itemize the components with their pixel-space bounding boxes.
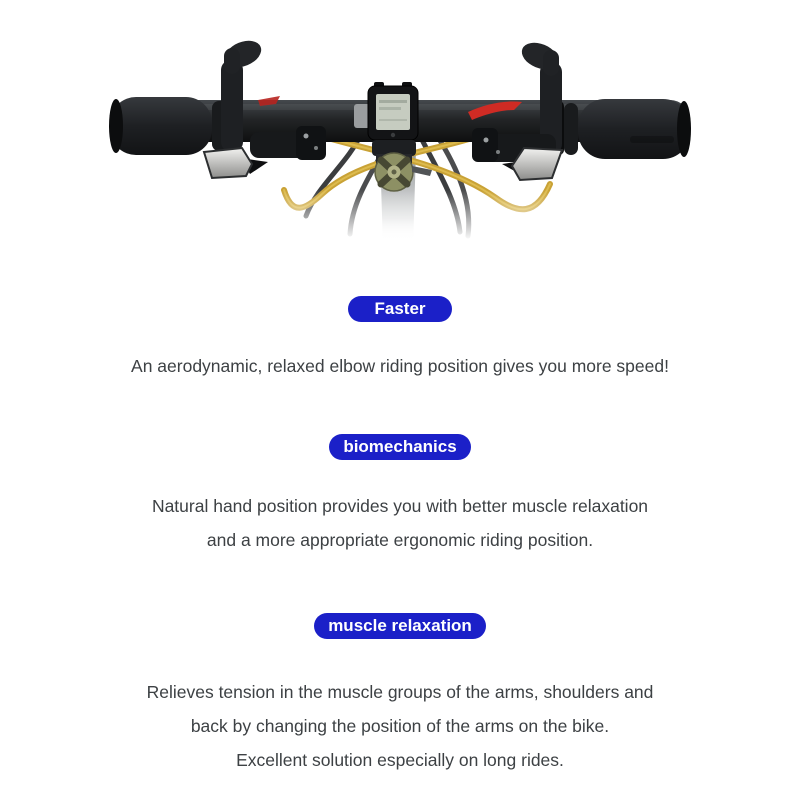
hero-image: [0, 0, 800, 250]
description-line: Relieves tension in the muscle groups of the arms, shoulders and: [146, 682, 654, 702]
section-faster: [0, 296, 800, 379]
right-shifter: [472, 128, 562, 180]
description-line: Excellent solution especially on long rides.: [236, 750, 564, 770]
left-grip: [109, 97, 240, 155]
description-line: Natural hand position provides you with better muscle relaxation: [151, 496, 649, 516]
badge-muscle-relaxation: muscle relaxation: [314, 613, 486, 639]
description-line: An aerodynamic, relaxed elbow riding position gives you more speed!: [131, 356, 669, 376]
handlebar-photo: [100, 0, 700, 250]
section-muscle-relaxation: [0, 613, 800, 773]
description-line: back by changing the position of the arms on the bike.: [190, 716, 610, 736]
right-grip: [552, 99, 691, 159]
section-biomechanics: [0, 434, 800, 553]
computer-screen: [376, 94, 410, 130]
description-line: and a more appropriate ergonomic riding position.: [206, 530, 594, 550]
bottom-fade: [100, 190, 700, 250]
left-shifter-paddle: [204, 148, 252, 178]
badge-biomechanics: biomechanics: [329, 434, 470, 460]
badge-faster: Faster: [348, 296, 452, 322]
